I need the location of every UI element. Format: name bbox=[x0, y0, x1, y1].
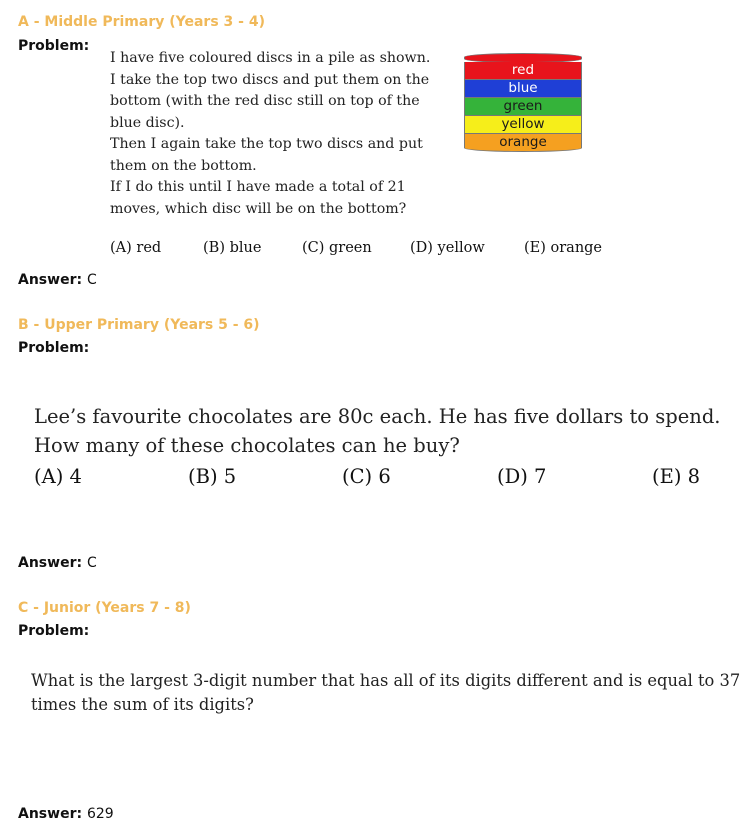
section-a-problem-text bbox=[110, 48, 440, 220]
answer-value: 629 bbox=[86, 806, 114, 822]
option-d: (D) yellow bbox=[410, 240, 485, 256]
option-c: (C) 6 bbox=[342, 465, 391, 488]
answer-value: C bbox=[86, 555, 97, 571]
answer-label: Answer: bbox=[18, 272, 83, 288]
section-b-heading: B - Upper Primary (Years 5 - 6) bbox=[18, 317, 260, 333]
answer-label: Answer: bbox=[18, 555, 83, 571]
answer-label: Answer: bbox=[18, 806, 83, 822]
problem-paragraph: If I do this until I have made a total of 21 moves, which disc will be on the bottom? bbox=[110, 179, 407, 217]
disc-yellow bbox=[464, 116, 582, 134]
option-c: (C) green bbox=[302, 240, 372, 256]
section-a-answer bbox=[18, 272, 97, 288]
disc-red bbox=[464, 62, 582, 80]
problem-paragraph: Then I again take the top two discs and put them on the bottom. bbox=[110, 136, 423, 174]
option-e: (E) orange bbox=[524, 240, 603, 256]
disc-green bbox=[464, 98, 582, 116]
section-c-answer bbox=[18, 806, 114, 822]
disc-label: orange bbox=[499, 134, 547, 150]
section-b-problem-label: Problem: bbox=[18, 340, 90, 356]
section-c-problem-text: What is the largest 3-digit number that has all of its digits different and is equal to 37 times the sum of its digits? bbox=[31, 671, 741, 714]
answer-value: C bbox=[86, 272, 97, 288]
disc-label: blue bbox=[508, 80, 538, 96]
problem-paragraph: I have five coloured discs in a pile as shown. bbox=[110, 50, 431, 66]
option-d: (D) 7 bbox=[497, 465, 547, 488]
section-a-heading: A - Middle Primary (Years 3 - 4) bbox=[18, 14, 265, 30]
disc-orange bbox=[464, 134, 582, 152]
disc-label: red bbox=[511, 62, 535, 78]
option-a: (A) 4 bbox=[34, 465, 82, 488]
section-b-answer bbox=[18, 555, 97, 571]
option-b: (B) blue bbox=[203, 240, 262, 256]
section-b-problem-text: Lee’s favourite chocolates are 80c each. He has five dollars to spend. How many of these chocolates can he buy? bbox=[34, 405, 721, 457]
option-a: (A) red bbox=[110, 240, 162, 256]
section-c-problem-label: Problem: bbox=[18, 623, 90, 639]
disc-label: green bbox=[503, 98, 543, 114]
option-b: (B) 5 bbox=[188, 465, 237, 488]
section-c-heading: C - Junior (Years 7 - 8) bbox=[18, 600, 191, 616]
disc-blue bbox=[464, 80, 582, 98]
section-a-problem-label: Problem: bbox=[18, 38, 90, 54]
option-e: (E) 8 bbox=[652, 465, 701, 488]
disc-stack-illustration bbox=[464, 53, 582, 152]
disc-label: yellow bbox=[501, 116, 545, 132]
problem-paragraph: I take the top two discs and put them on the bottom (with the red disc still on top of the blue disc). bbox=[110, 71, 430, 131]
